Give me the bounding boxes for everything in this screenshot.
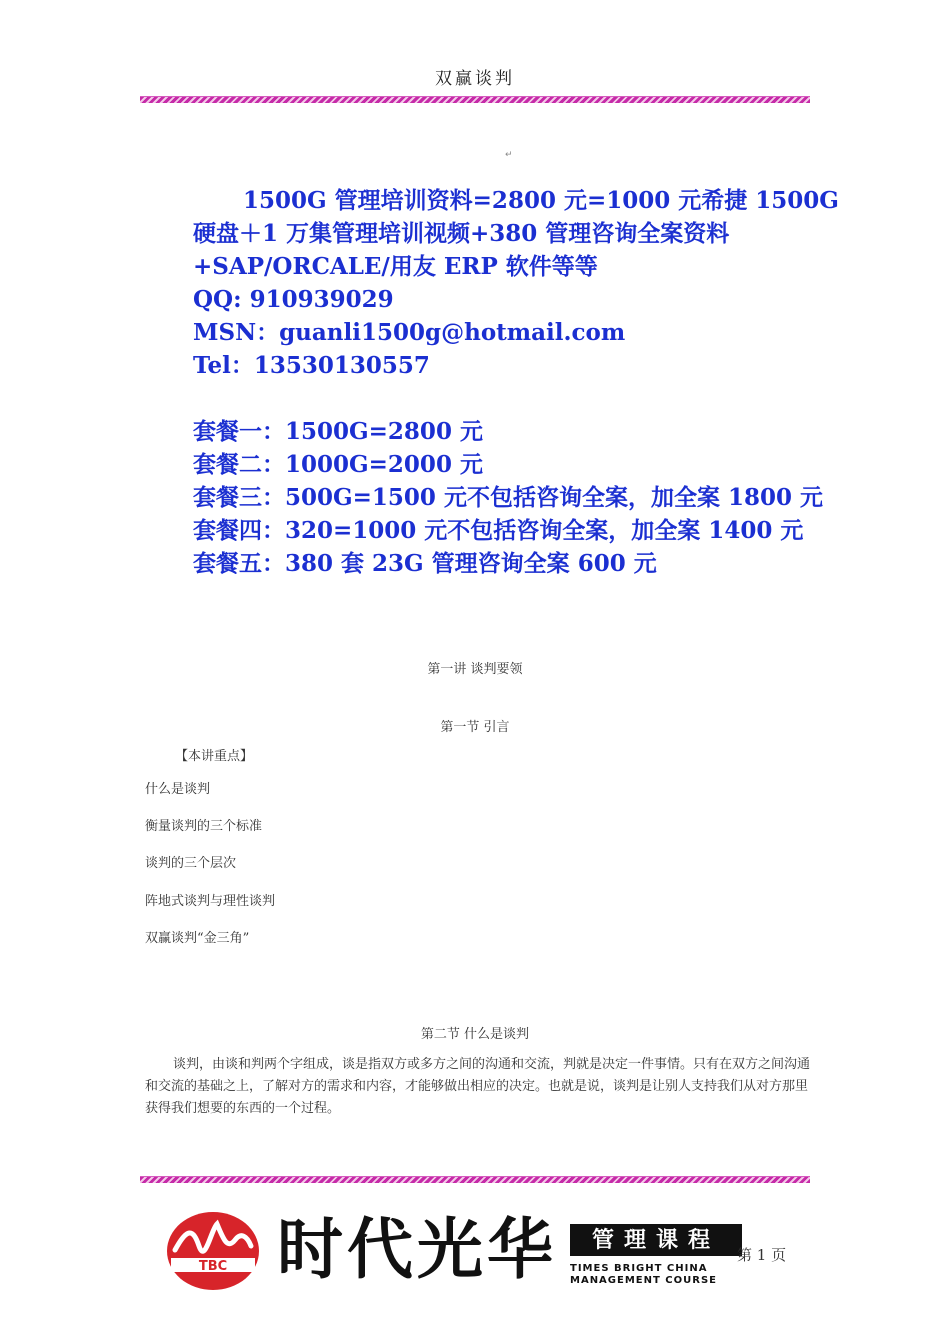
key-points-label: 【本讲重点】 xyxy=(175,749,254,764)
promo-line: 硬盘＋1 万集管理培训视频+380 管理咨询全案资料 xyxy=(193,220,730,247)
key-point-item: 阵地式谈判与理性谈判 xyxy=(145,894,276,909)
brand-course-box: 管理课程 xyxy=(570,1224,742,1256)
header-divider xyxy=(140,96,810,103)
page-number: 第 1 页 xyxy=(737,1246,787,1264)
promo-line: +SAP/ORCALE/用友 ERP 软件等等 xyxy=(193,253,598,280)
brand-en-line: TIMES BRIGHT CHINA xyxy=(570,1263,708,1274)
package-item: 套餐一：1500G=2800 元 xyxy=(193,418,483,445)
footer-logo xyxy=(165,1206,745,1296)
section-heading: 第一节 引言 xyxy=(440,720,510,735)
footer-divider xyxy=(140,1176,810,1183)
brand-name-en xyxy=(570,1263,748,1287)
section-heading: 第二节 什么是谈判 xyxy=(420,1027,530,1042)
package-item: 套餐三：500G=1500 元不包括咨询全案，加全案 1800 元 xyxy=(193,484,823,511)
tbc-logo-text: TBC xyxy=(198,1259,228,1274)
promo-line: 1500G 管理培训资料=2800 元=1000 元希捷 1500G xyxy=(243,187,839,214)
paragraph-mark: ↵ xyxy=(505,150,513,160)
body-paragraph: 谈判，由谈和判两个字组成，谈是指双方或多方之间的沟通和交流，判就是决定一件事情。只有在双方之间沟通和交流的基础之上，了解对方的需求和内容，才能够做出相应的决定。也就是说，谈判是让别人支持我们从对方那里获得我们想要的东西的一个过程。 xyxy=(145,1057,811,1116)
promo-tel: Tel：13530130557 xyxy=(193,352,430,379)
brand-en-line: MANAGEMENT COURSE xyxy=(570,1275,717,1286)
promo-qq: QQ: 910939029 xyxy=(193,286,394,313)
key-point-item: 什么是谈判 xyxy=(145,782,211,797)
key-point-item: 双赢谈判“金三角” xyxy=(145,931,250,946)
package-item: 套餐四：320=1000 元不包括咨询全案，加全案 1400 元 xyxy=(193,517,804,544)
lecture-title: 第一讲 谈判要领 xyxy=(427,662,523,677)
package-item: 套餐五：380 套 23G 管理咨询全案 600 元 xyxy=(193,550,657,577)
brand-name-cn: 时代光华 xyxy=(277,1211,557,1288)
promo-msn: MSN：guanli1500g@hotmail.com xyxy=(193,319,626,346)
key-point-item: 谈判的三个层次 xyxy=(145,856,237,871)
promo-block xyxy=(193,184,839,580)
key-point-item: 衡量谈判的三个标准 xyxy=(145,819,263,834)
package-item: 套餐二：1000G=2000 元 xyxy=(193,451,483,478)
page-header-title: 双赢谈判 xyxy=(435,69,515,89)
tbc-logo-icon xyxy=(165,1210,261,1292)
promo-spacer xyxy=(193,382,823,415)
